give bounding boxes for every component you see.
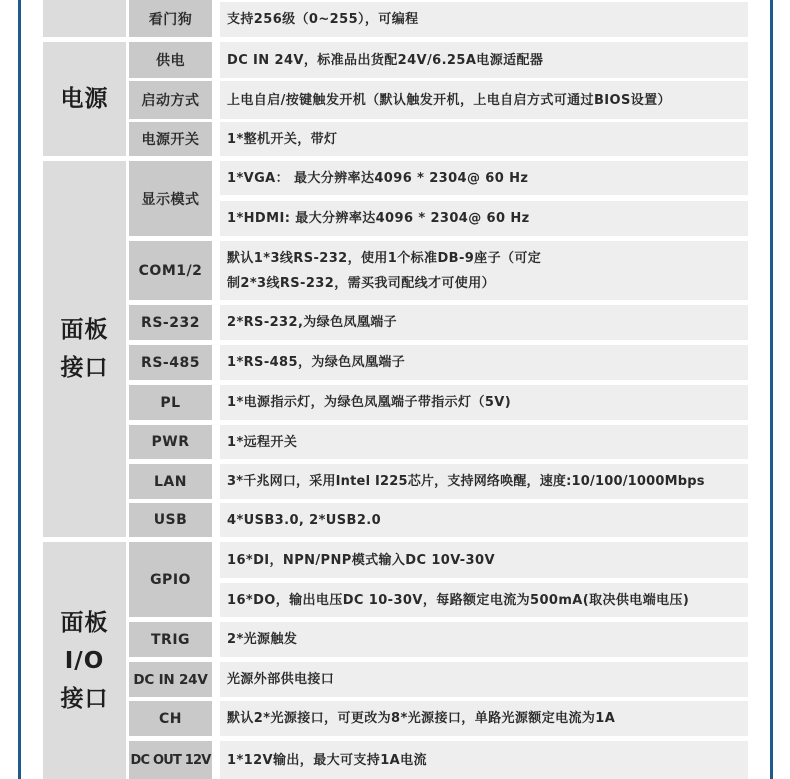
row-label-power-switch: 电源开关 (129, 122, 212, 156)
value-line: 1*VGA： 最大分辨率达4096 * 2304@ 60 Hz (227, 170, 529, 186)
category-label: 面板 (60, 609, 109, 636)
row-label-lan: LAN (129, 464, 212, 499)
category-cell-continued (43, 0, 126, 37)
value-line: 16*DO，输出电压DC 10-30V，每路额定电流为500mA(取决供电端电压) (227, 592, 690, 608)
row-label-gpio: GPIO (129, 542, 212, 617)
row-value-trig (220, 622, 748, 657)
row-label-boot-mode: 启动方式 (129, 81, 212, 119)
value-line: 1*RS-485，为绿色凤凰端子 (227, 355, 406, 370)
value-line: 1*远程开关 (227, 434, 298, 450)
row-value-rs485 (220, 345, 748, 380)
row-label-ch: CH (129, 701, 212, 736)
value-line: 默认1*3线RS-232，使用1个标准DB-9座子（可定 (227, 250, 542, 266)
value-line: 4*USB3.0, 2*USB2.0 (227, 512, 382, 528)
row-label-power-supply: 供电 (129, 42, 212, 78)
row-label-com12: COM1/2 (129, 241, 212, 300)
row-value-lan (220, 464, 748, 499)
value-line: 16*DI，NPN/PNP模式输入DC 10V-30V (227, 552, 495, 568)
value-line: 1*整机开关，带灯 (227, 131, 338, 147)
row-label-pl: PL (129, 385, 212, 420)
row-label-trig: TRIG (129, 622, 212, 657)
row-label-dc-in-24v: DC IN 24V (129, 662, 212, 697)
row-value-power-switch (220, 122, 748, 156)
row-label-watchdog: 看门狗 (129, 0, 212, 37)
row-value-watchdog (220, 2, 748, 37)
value-line: 1*电源指示灯，为绿色凤凰端子带指示灯（5V) (227, 395, 512, 410)
value-line: 支持256级（0~255），可编程 (227, 12, 419, 27)
category-label: 接口 (60, 355, 109, 381)
row-label-display-mode: 显示模式 (129, 161, 212, 236)
row-label-rs232: RS-232 (129, 305, 212, 340)
row-value-dc-out-12v (220, 741, 748, 779)
value-line: 1*12V输出，最大可支持1A电流 (227, 752, 427, 768)
row-value-display-hdmi (220, 201, 748, 236)
value-line: 制2*3线RS-232，需买我司配线才可使用） (227, 275, 495, 291)
row-label-dc-out-12v: DC OUT 12V (129, 741, 212, 779)
category-cell-panel-io-interface (43, 542, 126, 779)
category-cell-panel-interface (43, 161, 126, 537)
row-value-boot-mode (220, 81, 748, 119)
row-value-dc-in-24v (220, 662, 748, 697)
category-label: 接口 (60, 685, 109, 712)
row-value-display-vga (220, 161, 748, 195)
value-line: 2*光源触发 (227, 632, 298, 647)
row-value-gpio-di (220, 542, 748, 578)
row-value-power-supply (220, 42, 748, 78)
value-line: 2*RS-232,为绿色凤凰端子 (227, 315, 398, 330)
row-value-com12 (220, 241, 748, 300)
category-label: I/O (64, 647, 105, 674)
category-label: 面板 (60, 317, 109, 343)
category-cell-power (43, 42, 126, 156)
row-label-rs485: RS-485 (129, 345, 212, 380)
row-label-pwr: PWR (129, 425, 212, 459)
row-label-usb: USB (129, 503, 212, 537)
frame-right-border (770, 0, 773, 779)
value-line: 上电自启/按键触发开机（默认触发开机，上电自启方式可通过BIOS设置） (227, 92, 671, 108)
value-line: 1*HDMI: 最大分辨率达4096 * 2304@ 60 Hz (227, 211, 530, 226)
value-line: DC IN 24V，标准品出货配24V/6.25A电源适配器 (227, 52, 544, 68)
category-label: 电源 (60, 86, 109, 112)
value-line: 光源外部供电接口 (227, 672, 335, 687)
row-value-pl (220, 385, 748, 420)
row-value-pwr (220, 425, 748, 459)
value-line: 3*千兆网口，采用Intel I225芯片，支持网络唤醒，速度:10/100/1000Mbps (227, 474, 705, 489)
row-value-rs232 (220, 305, 748, 340)
row-value-gpio-do (220, 583, 748, 617)
value-line: 默认2*光源接口，可更改为8*光源接口，单路光源额定电流为1A (227, 711, 616, 726)
frame-left-border (18, 0, 21, 779)
row-value-usb (220, 503, 748, 537)
row-value-ch (220, 701, 748, 736)
